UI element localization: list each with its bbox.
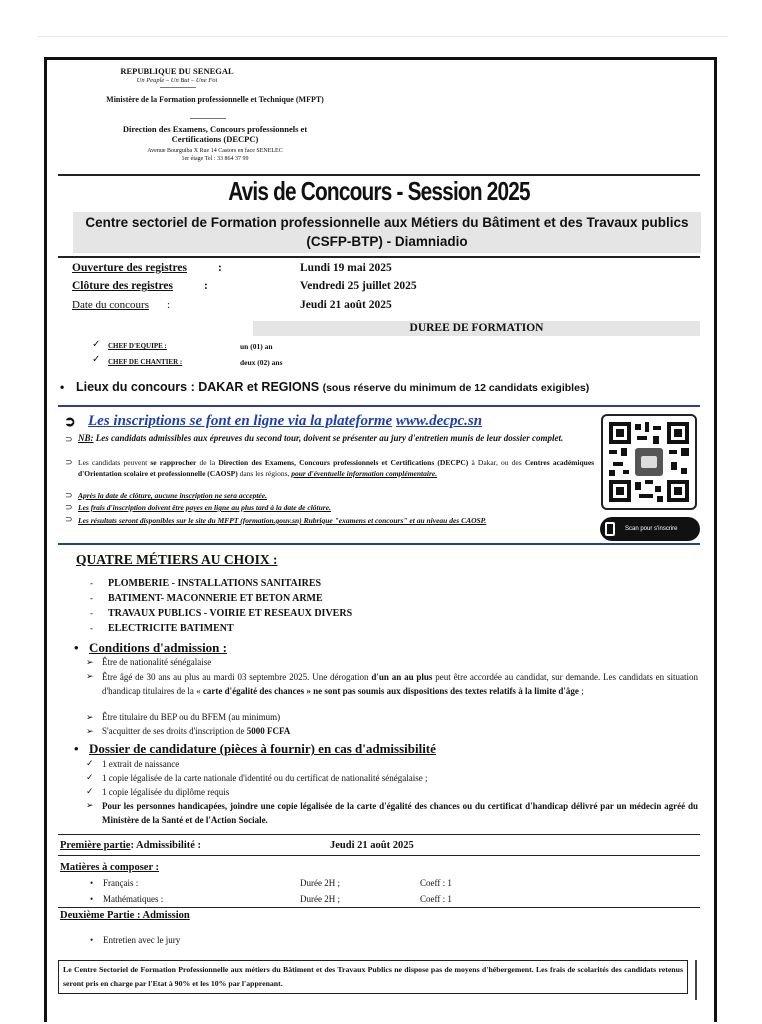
colon: :: [218, 262, 222, 274]
page-title: Avis de Concours - Session 2025: [228, 176, 530, 206]
arrowhead-icon: ➢: [86, 800, 94, 810]
condition-nationality: Être de nationalité sénégalaise: [102, 657, 212, 667]
dash-icon: -: [90, 578, 93, 588]
subtitle-banner: [73, 212, 701, 253]
arrow-bullet-icon: ⊃: [65, 457, 73, 467]
age-text-c: peut être accordée au candidat, sur demande. Les candidats en situation d'handicap titulaires de la «: [102, 672, 699, 696]
results-rule-text: Les résultats seront disponibles sur le site du MFPT (formation.gouv.sn) Rubrique "examens et concours" et au niveau des CAOSP.: [78, 516, 487, 525]
date-label-contest: Date du concours: [72, 299, 149, 311]
dossier-handicap: Pour les personnes handicapées, joindre une copie légalisée de la carte d'égalité des chances ou du certificat d'handicap délivré par un médecin agréé du Ministère de la Santé et de l'Action Sociale.: [102, 801, 698, 825]
footer-note-text: Le Centre Sectoriel de Formation Professionnelle aux métiers du Bâtiment et des Travaux Publics ne dispose pas de moyens d'hébergement. Les frais de scolarités des candidats retenus seront pris en charge par l'Etat à 90% et les 10% par l'apprenant.: [63, 965, 683, 988]
age-text-d: carte d'égalité des chances: [202, 685, 305, 696]
arrow-bullet-icon: ⊃: [65, 502, 73, 512]
conditions-heading: Conditions d'admission :: [89, 640, 227, 655]
dossier-item-2: 1 copie légalisée de la carte nationale d'identité ou du certificat de nationalité sénégalaise ;: [102, 773, 428, 783]
metier-4: ELECTRICITE BATIMENT: [108, 623, 234, 634]
scan-label: Scan pour s'inscrire: [625, 526, 678, 532]
arrow-icon: ➲: [64, 415, 76, 430]
matiere-coeff-2: Coeff : 1: [420, 894, 452, 904]
dash-icon: -: [90, 593, 93, 603]
age-text-f: ;: [581, 685, 584, 696]
date-label-opening: Ouverture des registres: [72, 262, 187, 274]
partie1-date: Jeudi 21 août 2025: [330, 840, 414, 851]
contact-text-g: dans les régions,: [239, 469, 290, 478]
condition-diploma: Être titulaire du BEP ou du BFEM (au minimum): [102, 712, 281, 722]
lieux-label: Lieux du concours : DAKAR et REGIONS: [76, 380, 320, 394]
inscriptions-lead-text: Les inscriptions se font en ligne via la plateforme: [88, 413, 393, 429]
check-icon: ✓: [92, 339, 101, 350]
metiers-heading: QUATRE MÉTIERS AU CHOIX :: [76, 552, 278, 567]
age-text-e: » ne sont pas soumis aux dispositions des textes relatifs à la limite d'âge: [306, 685, 579, 696]
contact-paragraph: [78, 457, 594, 479]
partie1-line: [60, 840, 201, 851]
arrowhead-icon: ➢: [86, 671, 94, 681]
date-value-contest: Jeudi 21 août 2025: [300, 299, 392, 311]
arrow-bullet-icon: ⊃: [65, 434, 73, 444]
contact-text-h: pour d'éventuelle information complémentaire.: [291, 469, 438, 478]
contact-text-e: à Dakar, ou des: [471, 458, 522, 467]
age-text-b: d'un an au plus: [371, 672, 433, 682]
partie1-label: Première partie: [60, 840, 131, 851]
dossier-item-1: 1 extrait de naissance: [102, 759, 180, 769]
condition-age: [102, 671, 698, 698]
top-divider: [38, 36, 728, 37]
contact-text-d: Direction des Examens, Concours professionnels et Certifications (DECPC): [218, 458, 469, 467]
inscriptions-top-rule: [58, 405, 700, 407]
check-icon: ✓: [86, 786, 94, 796]
footer-note-box: [58, 960, 688, 994]
inscriptions-bottom-rule: [58, 543, 700, 545]
address-line-2: 1er étage Tel : 33 864 37 99: [181, 156, 249, 162]
bullet-icon: •: [90, 935, 94, 945]
ministry-rule: [190, 118, 226, 119]
check-icon: ✓: [86, 772, 94, 782]
subtitle-rule: [58, 256, 700, 258]
duration-value-1: un (01) an: [240, 342, 273, 351]
partie1-rest: : Admissibilité :: [130, 840, 202, 851]
republic-text: REPUBLIQUE DU SENEGAL: [120, 66, 234, 76]
address-line-1: Avenue Bourguiba X Rue 14 Castors en face SENELEC: [147, 148, 283, 154]
direction-text: Direction des Examens, Concours professionnels et Certifications (DECPC): [122, 124, 308, 144]
matieres-heading: Matières à composer :: [60, 862, 160, 873]
dossier-item-3: 1 copie légalisée du diplôme requis: [102, 787, 230, 797]
duration-role-1: CHEF D'EQUIPE :: [108, 342, 167, 350]
nb-text: Les candidats admissibles aux épreuves du second tour, doivent se présenter au jury d'entretien munis de leur dossier complet.: [95, 433, 564, 443]
scan-to-register-button[interactable]: [600, 517, 700, 541]
nb-label: NB:: [78, 433, 94, 443]
section-rule: [58, 834, 700, 835]
duration-role-2: CHEF DE CHANTIER :: [108, 358, 183, 366]
section-rule: [58, 855, 700, 856]
matiere-name-1: Français :: [103, 878, 139, 888]
qr-pattern: [609, 422, 689, 502]
section-rule: [58, 907, 700, 908]
ministry-text: Ministère de la Formation professionnelle et Technique (MFPT): [106, 95, 324, 104]
matiere-name-2: Mathématiques :: [103, 894, 164, 904]
metier-3: TRAVAUX PUBLICS - VOIRIE ET RESEAUX DIVERS: [108, 608, 353, 619]
lieux-line: [76, 380, 589, 394]
matiere-coeff-1: Coeff : 1: [420, 878, 452, 888]
bullet-icon: •: [74, 640, 79, 655]
fees-amount: 5000 FCFA: [246, 726, 291, 736]
fees-rule-text: Les frais d'inscription doivent être payes en ligne au plus tard à la date de clôture.: [78, 503, 331, 512]
motto-rule: [160, 87, 196, 88]
condition-fees: [102, 726, 290, 736]
dossier-heading: Dossier de candidature (pièces à fournir) en cas d'admissibilité: [89, 741, 436, 756]
qr-code[interactable]: [601, 414, 697, 510]
phone-icon: [605, 522, 615, 536]
closing-rule-text: Après la date de clôture, aucune inscription ne sera acceptée.: [78, 491, 267, 500]
check-icon: ✓: [86, 758, 94, 768]
arrow-bullet-icon: ⊃: [65, 490, 73, 500]
metier-1: PLOMBERIE - INSTALLATIONS SANITAIRES: [108, 578, 322, 589]
duration-heading: DUREE DE FORMATION: [253, 321, 700, 336]
partie2-item: Entretien avec le jury: [103, 935, 181, 945]
motto-text: Un Peuple – Un But – Une Foi: [136, 77, 218, 84]
colon: :: [167, 299, 171, 311]
bullet-icon: •: [90, 878, 94, 888]
bullet-icon: •: [74, 741, 79, 756]
colon: :: [204, 280, 208, 292]
contact-text-b: se rapprocher: [150, 458, 197, 467]
date-value-closing: Vendredi 25 juillet 2025: [300, 280, 417, 292]
duration-value-2: deux (02) ans: [240, 358, 283, 367]
age-text-a: Être âgé de 30 ans au plus au mardi 03 septembre 2025. Une dérogation: [102, 672, 369, 682]
lieux-note: (sous réserve du minimum de 12 candidats exigibles): [322, 382, 590, 394]
footer-side-rule: [695, 960, 697, 1000]
metier-2: BATIMENT- MACONNERIE ET BETON ARME: [108, 593, 323, 604]
subtitle-text: Centre sectoriel de Formation professionnelle aux Métiers du Bâtiment et des Travaux publics (CSFP-BTP) - Diamniadio: [85, 215, 689, 249]
partie2-heading: Deuxième Partie : Admission: [60, 910, 190, 921]
dash-icon: -: [90, 608, 93, 618]
matiere-duree-1: Durée 2H ;: [300, 878, 340, 888]
platform-link[interactable]: www.decpc.sn: [395, 413, 483, 429]
arrowhead-icon: ➢: [86, 712, 94, 722]
matiere-duree-2: Durée 2H ;: [300, 894, 340, 904]
date-value-opening: Lundi 19 mai 2025: [300, 262, 392, 274]
arrowhead-icon: ➢: [86, 657, 94, 667]
contact-text-a: Les candidats peuvent: [78, 458, 148, 467]
contact-text-f: Centres académiques d'Orientation scolaire et professionnelle (CAOSP): [78, 458, 595, 478]
date-label-closing: Clôture des registres: [72, 280, 173, 292]
contact-text-c: de la: [199, 458, 216, 467]
bullet-icon: •: [90, 894, 94, 904]
check-icon: ✓: [92, 354, 101, 365]
inscriptions-lead: [88, 413, 482, 430]
nb-paragraph: [78, 433, 594, 445]
fees-text: S'acquitter de ses droits d'inscription de: [102, 726, 245, 736]
dash-icon: -: [90, 623, 93, 633]
arrowhead-icon: ➢: [86, 726, 94, 736]
arrow-bullet-icon: ⊃: [65, 514, 73, 524]
bullet-icon: •: [60, 380, 65, 394]
